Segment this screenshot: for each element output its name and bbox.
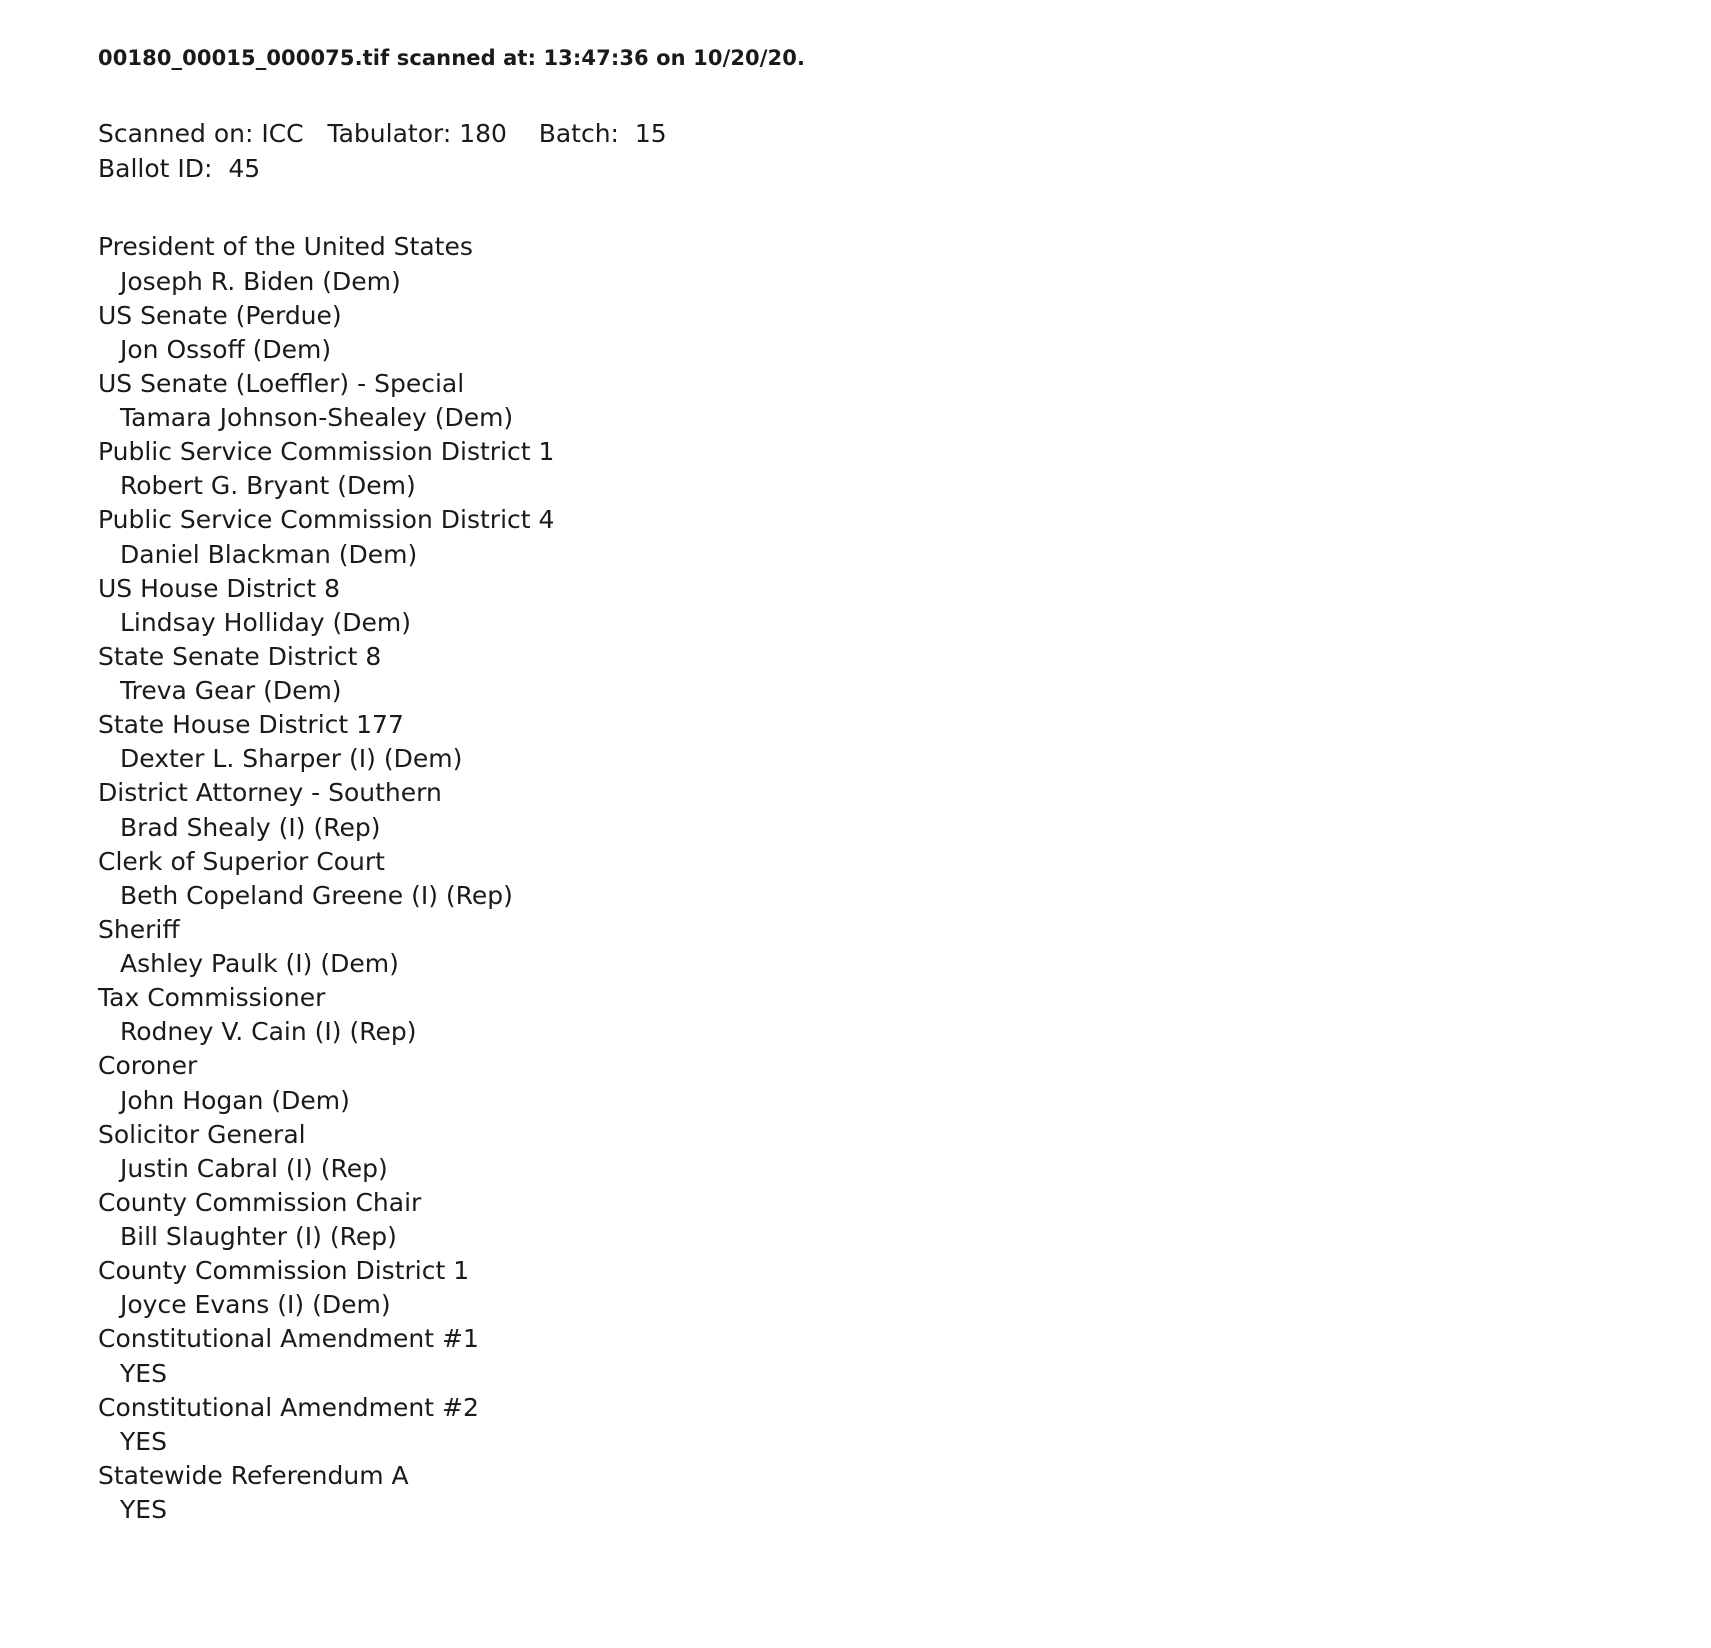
- contest-title: Public Service Commission District 1: [98, 437, 555, 467]
- contest-item: [98, 1254, 1711, 1322]
- contest-choice: Daniel Blackman (Dem): [120, 539, 418, 569]
- contest-title: President of the United States: [98, 232, 473, 262]
- contest-choice: Joyce Evans (I) (Dem): [120, 1290, 391, 1320]
- contest-title: Solicitor General: [98, 1119, 306, 1149]
- contest-title: County Commission Chair: [98, 1187, 422, 1217]
- contest-choice: Joseph R. Biden (Dem): [120, 266, 401, 296]
- contest-title: US Senate (Perdue): [98, 300, 342, 330]
- contest-choice: Ashley Paulk (I) (Dem): [120, 949, 399, 979]
- contest-choice: Treva Gear (Dem): [120, 676, 342, 706]
- contest-item: [98, 1118, 1711, 1186]
- contest-title: Constitutional Amendment #1: [98, 1324, 479, 1354]
- contest-title: Clerk of Superior Court: [98, 846, 385, 876]
- contest-choice: Justin Cabral (I) (Rep): [120, 1153, 388, 1183]
- contest-title: Tax Commissioner: [98, 983, 326, 1013]
- contest-item: [98, 640, 1711, 708]
- contest-title: County Commission District 1: [98, 1256, 470, 1286]
- contest-title: Statewide Referendum A: [98, 1460, 409, 1490]
- contest-choice: YES: [120, 1426, 167, 1456]
- contest-choice: Beth Copeland Greene (I) (Rep): [120, 880, 513, 910]
- scan-header: 00180_00015_000075.tif scanned at: 13:47:36 on 10/20/20.: [98, 46, 806, 70]
- contest-item: [98, 1459, 1711, 1527]
- contest-choice: Robert G. Bryant (Dem): [120, 471, 416, 501]
- contest-title: Public Service Commission District 4: [98, 505, 555, 535]
- contest-choice: Lindsay Holliday (Dem): [120, 607, 412, 637]
- contest-item: [98, 503, 1711, 571]
- contest-item: [98, 1186, 1711, 1254]
- contest-choice: Rodney V. Cain (I) (Rep): [120, 1017, 417, 1047]
- contest-item: [98, 845, 1711, 913]
- contest-item: [98, 435, 1711, 503]
- contest-item: [98, 776, 1711, 844]
- contest-title: State Senate District 8: [98, 641, 382, 671]
- contest-list: [98, 230, 1711, 1527]
- contest-item: [98, 367, 1711, 435]
- contest-title: District Attorney - Southern: [98, 778, 442, 808]
- contest-item: [98, 299, 1711, 367]
- contest-choice: Bill Slaughter (I) (Rep): [120, 1222, 397, 1252]
- ballot-id-line: Ballot ID: 45: [98, 153, 261, 183]
- contest-item: [98, 572, 1711, 640]
- contest-item: [98, 230, 1711, 298]
- contest-item: [98, 1322, 1711, 1390]
- contest-item: [98, 981, 1711, 1049]
- contest-choice: Tamara Johnson-Shealey (Dem): [120, 403, 514, 433]
- scan-source-line: Scanned on: ICC Tabulator: 180 Batch: 15: [98, 119, 667, 149]
- contest-choice: YES: [120, 1495, 167, 1525]
- contest-item: [98, 708, 1711, 776]
- contest-title: US Senate (Loeffler) - Special: [98, 368, 465, 398]
- contest-item: [98, 913, 1711, 981]
- contest-choice: Brad Shealy (I) (Rep): [120, 812, 381, 842]
- contest-title: Sheriff: [98, 914, 180, 944]
- contest-title: State House District 177: [98, 710, 404, 740]
- scan-metadata: [98, 117, 1711, 186]
- contest-item: [98, 1049, 1711, 1117]
- contest-title: US House District 8: [98, 573, 341, 603]
- contest-choice: YES: [120, 1358, 167, 1388]
- contest-choice: Dexter L. Sharper (I) (Dem): [120, 744, 463, 774]
- contest-choice: Jon Ossoff (Dem): [120, 334, 332, 364]
- contest-title: Coroner: [98, 1051, 198, 1081]
- contest-choice: John Hogan (Dem): [120, 1085, 350, 1115]
- contest-title: Constitutional Amendment #2: [98, 1392, 479, 1422]
- contest-item: [98, 1391, 1711, 1459]
